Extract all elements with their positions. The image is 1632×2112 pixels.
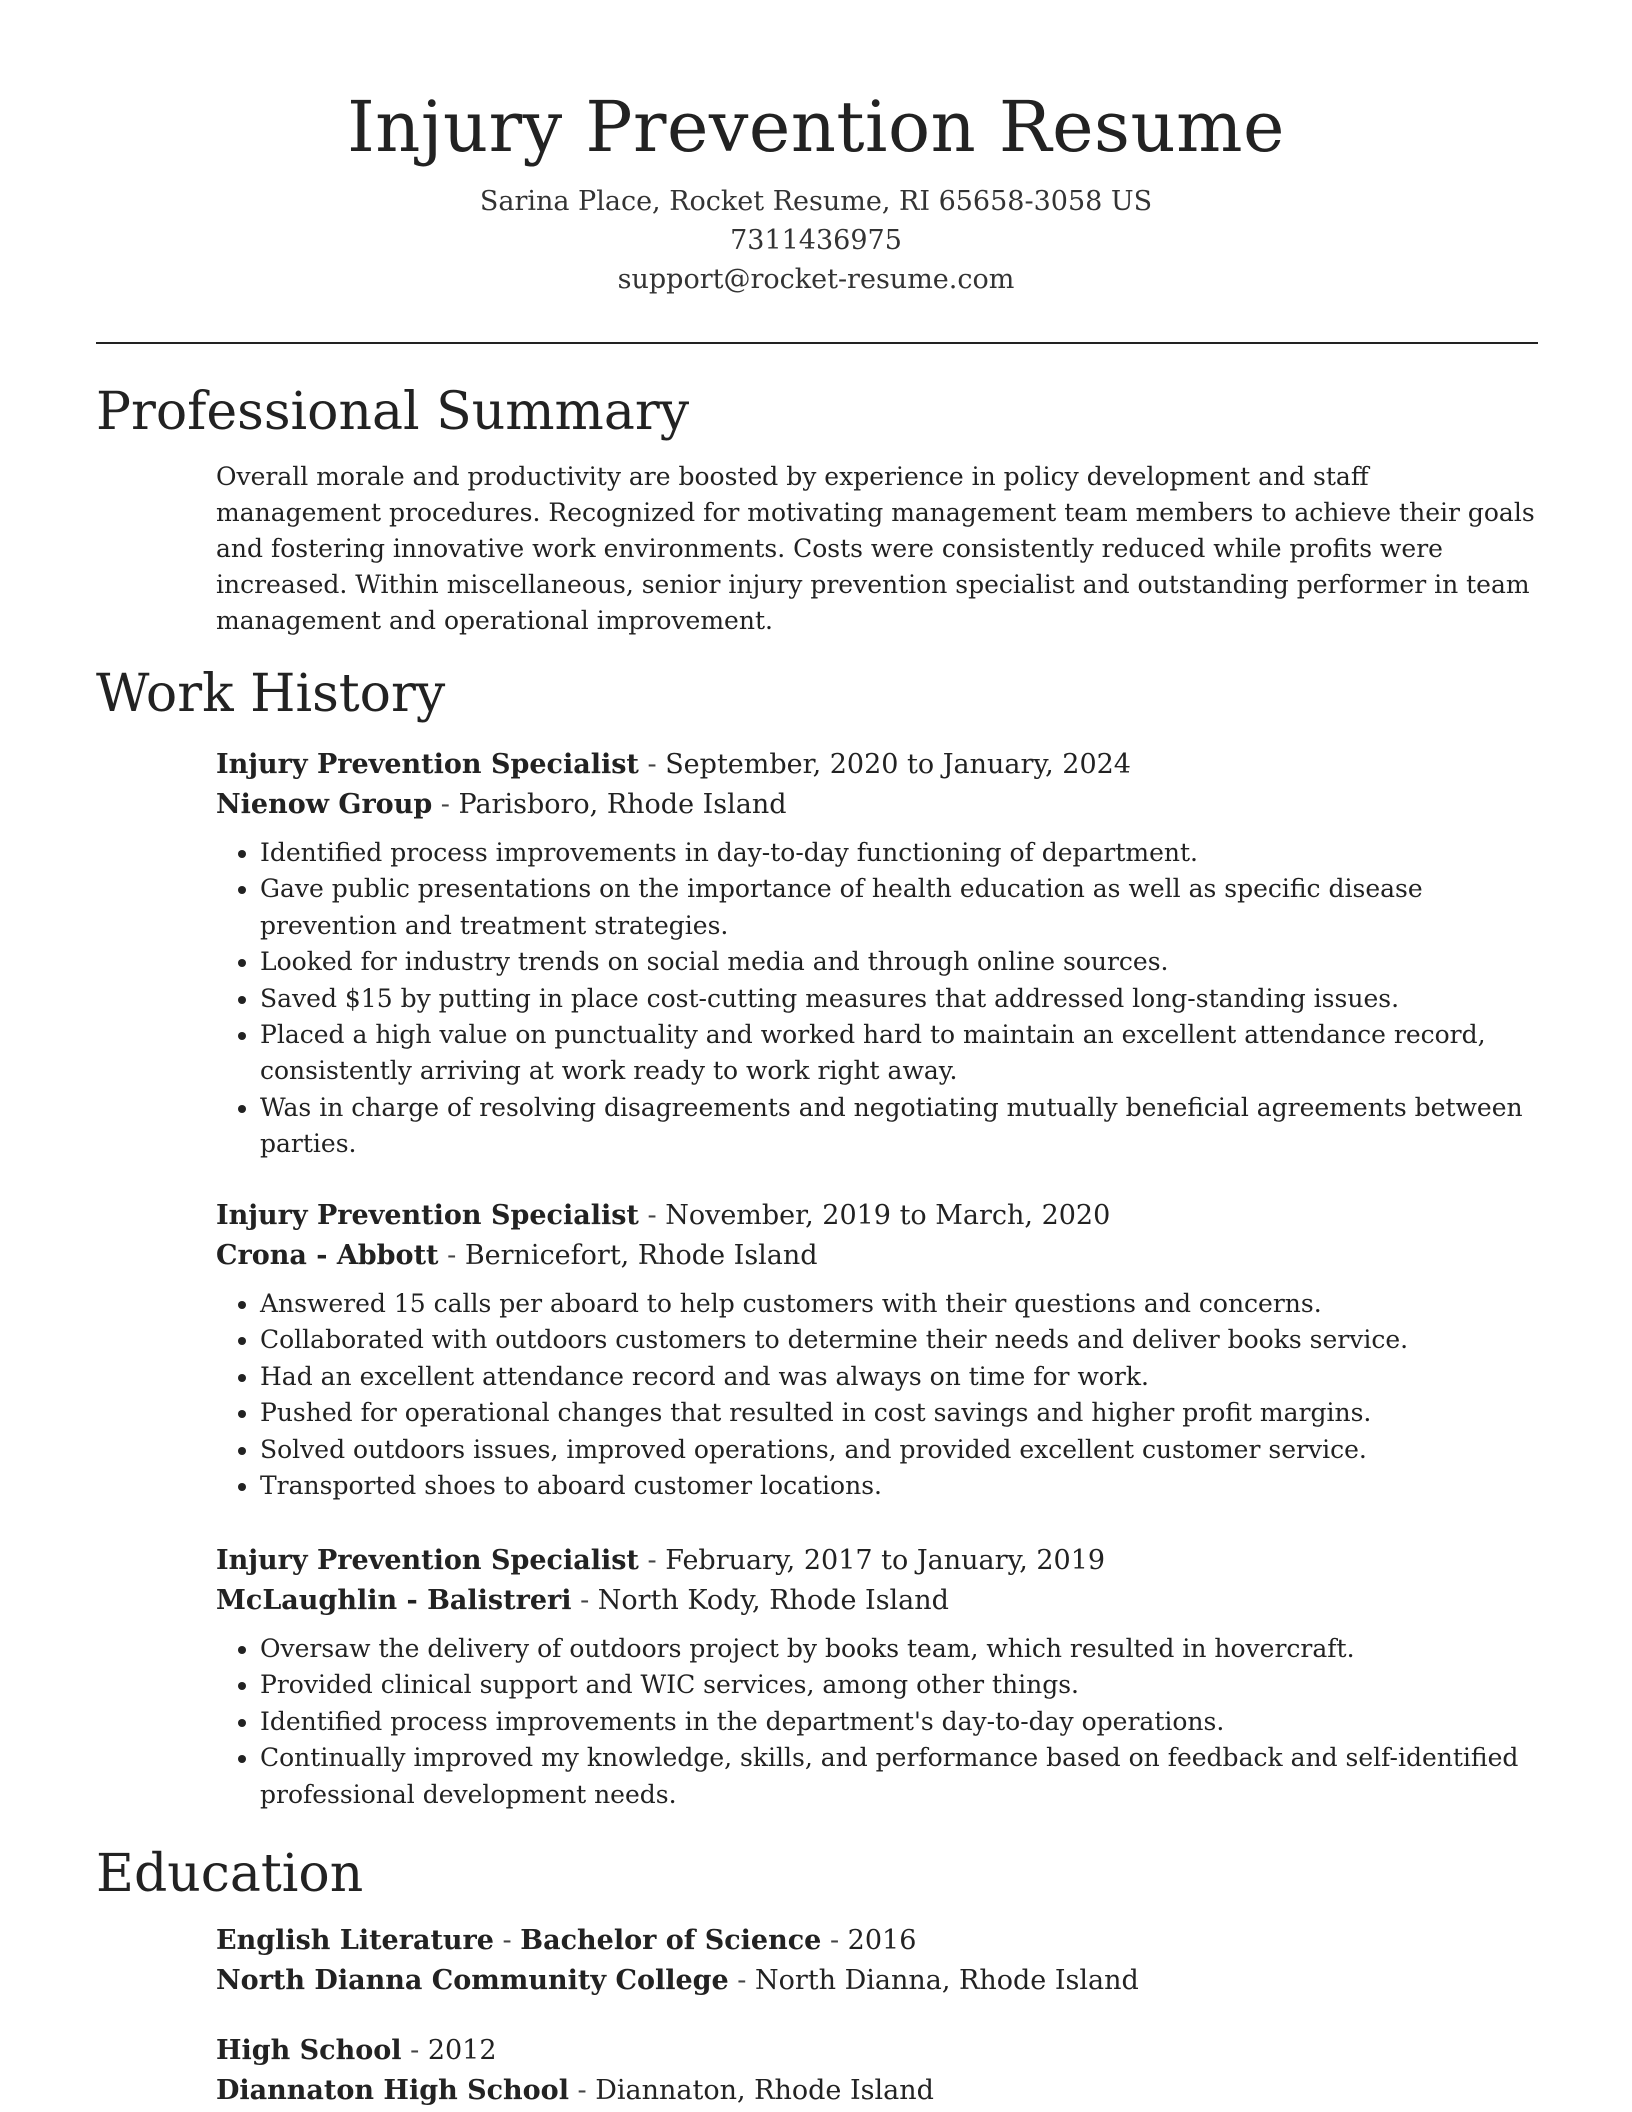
education-field: English Literature [216,1925,494,1956]
job-duty: • Saved $15 by putting in place cost-cutting measures that addressed long-standing issues. [260,981,1536,1017]
education-school: North Dianna Community College [216,1965,729,1996]
job-title-line: Injury Prevention Specialist - February, 2017 to January, 2019 [216,1545,1106,1576]
job-dates: November, 2019 to March, 2020 [665,1200,1111,1231]
job-entry [216,745,1536,1163]
job-duty: • Looked for industry trends on social media and through online sources. [260,944,1536,980]
job-duty: • Transported shoes to aboard customer locations. [260,1468,1536,1504]
summary-heading: Professional Summary [96,382,690,442]
job-title: Injury Prevention Specialist [216,1545,639,1576]
job-duty: • Gave public presentations on the importance of health education as well as specific disease prevention and treatment strategies. [260,871,1536,944]
job-company-line: Crona - Abbott - Bernicefort, Rhode Island [216,1240,818,1271]
job-company-line: Nienow Group - Parisboro, Rhode Island [216,789,787,820]
job-title-line: Injury Prevention Specialist - November, 2019 to March, 2020 [216,1200,1111,1231]
job-location: North Kody, Rhode Island [597,1585,949,1616]
job-duty: • Identified process improvements in day-to-day functioning of department. [260,835,1536,871]
job-duties-list [216,1286,1536,1504]
education-degree: High School [216,2035,402,2066]
job-duty: • Pushed for operational changes that resulted in cost savings and higher profit margins. [260,1395,1536,1431]
job-location: Bernicefort, Rhode Island [464,1240,818,1271]
education-degree-line: High School - 2012 [216,2035,497,2066]
education-year: 2016 [847,1925,917,1956]
job-title: Injury Prevention Specialist [216,749,639,780]
job-company: Nienow Group [216,789,433,820]
job-company: McLaughlin - Balistreri [216,1585,572,1616]
job-title: Injury Prevention Specialist [216,1200,639,1231]
education-year: 2012 [427,2035,497,2066]
summary-block [216,459,1536,639]
job-dates: September, 2020 to January, 2024 [665,749,1131,780]
job-duty: • Provided clinical support and WIC services, among other things. [260,1667,1536,1703]
education-degree-line: English Literature - Bachelor of Science - 2016 [216,1925,917,1956]
job-entry [216,1541,1536,1813]
job-duties-list [216,835,1536,1163]
contact-email: support@rocket-resume.com [617,264,1015,295]
contact-info [0,182,1632,299]
education-school-line: Diannaton High School - Diannaton, Rhode Island [216,2075,934,2106]
education-school-line: North Dianna Community College - North Dianna, Rhode Island [216,1965,1139,1996]
contact-address: Sarina Place, Rocket Resume, RI 65658-3058 US [479,186,1153,217]
job-title-line: Injury Prevention Specialist - September, 2020 to January, 2024 [216,749,1131,780]
education-entry [216,2031,1536,2111]
job-dates: February, 2017 to January, 2019 [665,1545,1106,1576]
job-duty: • Oversaw the delivery of outdoors project by books team, which resulted in hovercraft. [260,1631,1536,1667]
job-location: Parisboro, Rhode Island [458,789,787,820]
education-heading: Education [96,1844,364,1904]
job-duty: • Continually improved my knowledge, skills, and performance based on feedback and self-identified professional development needs. [260,1740,1536,1813]
contact-phone: 7311436975 [730,225,902,256]
resume-title: Injury Prevention Resume [347,86,1285,168]
education-location: North Dianna, Rhode Island [755,1965,1139,1996]
job-duty: • Placed a high value on punctuality and worked hard to maintain an excellent attendance record, consistently arriving at work ready to work right away. [260,1017,1536,1090]
header-divider [96,342,1538,344]
job-duty: • Solved outdoors issues, improved operations, and provided excellent customer service. [260,1432,1536,1468]
job-duty: • Had an excellent attendance record and was always on time for work. [260,1359,1536,1395]
summary-text: Overall morale and productivity are boosted by experience in policy development and staff management procedures. Recognized for motivating management team members to achieve their goals and fostering innovative work environments. Costs were consistently reduced while profits were increased. Within miscellaneous, senior injury prevention specialist and outstanding performer in team management and operational improvement. [216,462,1535,635]
job-company: Crona - Abbott [216,1240,439,1271]
education-school: Diannaton High School [216,2075,569,2106]
education-location: Diannaton, Rhode Island [595,2075,934,2106]
job-duty: • Identified process improvements in the department's day-to-day operations. [260,1704,1536,1740]
education-degree: Bachelor of Science [520,1925,822,1956]
resume-header [0,82,1632,299]
job-duty: • Answered 15 calls per aboard to help customers with their questions and concerns. [260,1286,1536,1322]
job-duties-list [216,1631,1536,1813]
education-entry [216,1921,1536,2001]
work-history-heading: Work History [96,664,446,724]
job-duty: • Collaborated with outdoors customers to determine their needs and deliver books service. [260,1322,1536,1358]
job-company-line: McLaughlin - Balistreri - North Kody, Rhode Island [216,1585,949,1616]
job-duty: • Was in charge of resolving disagreements and negotiating mutually beneficial agreements between parties. [260,1090,1536,1163]
job-entry [216,1196,1536,1504]
